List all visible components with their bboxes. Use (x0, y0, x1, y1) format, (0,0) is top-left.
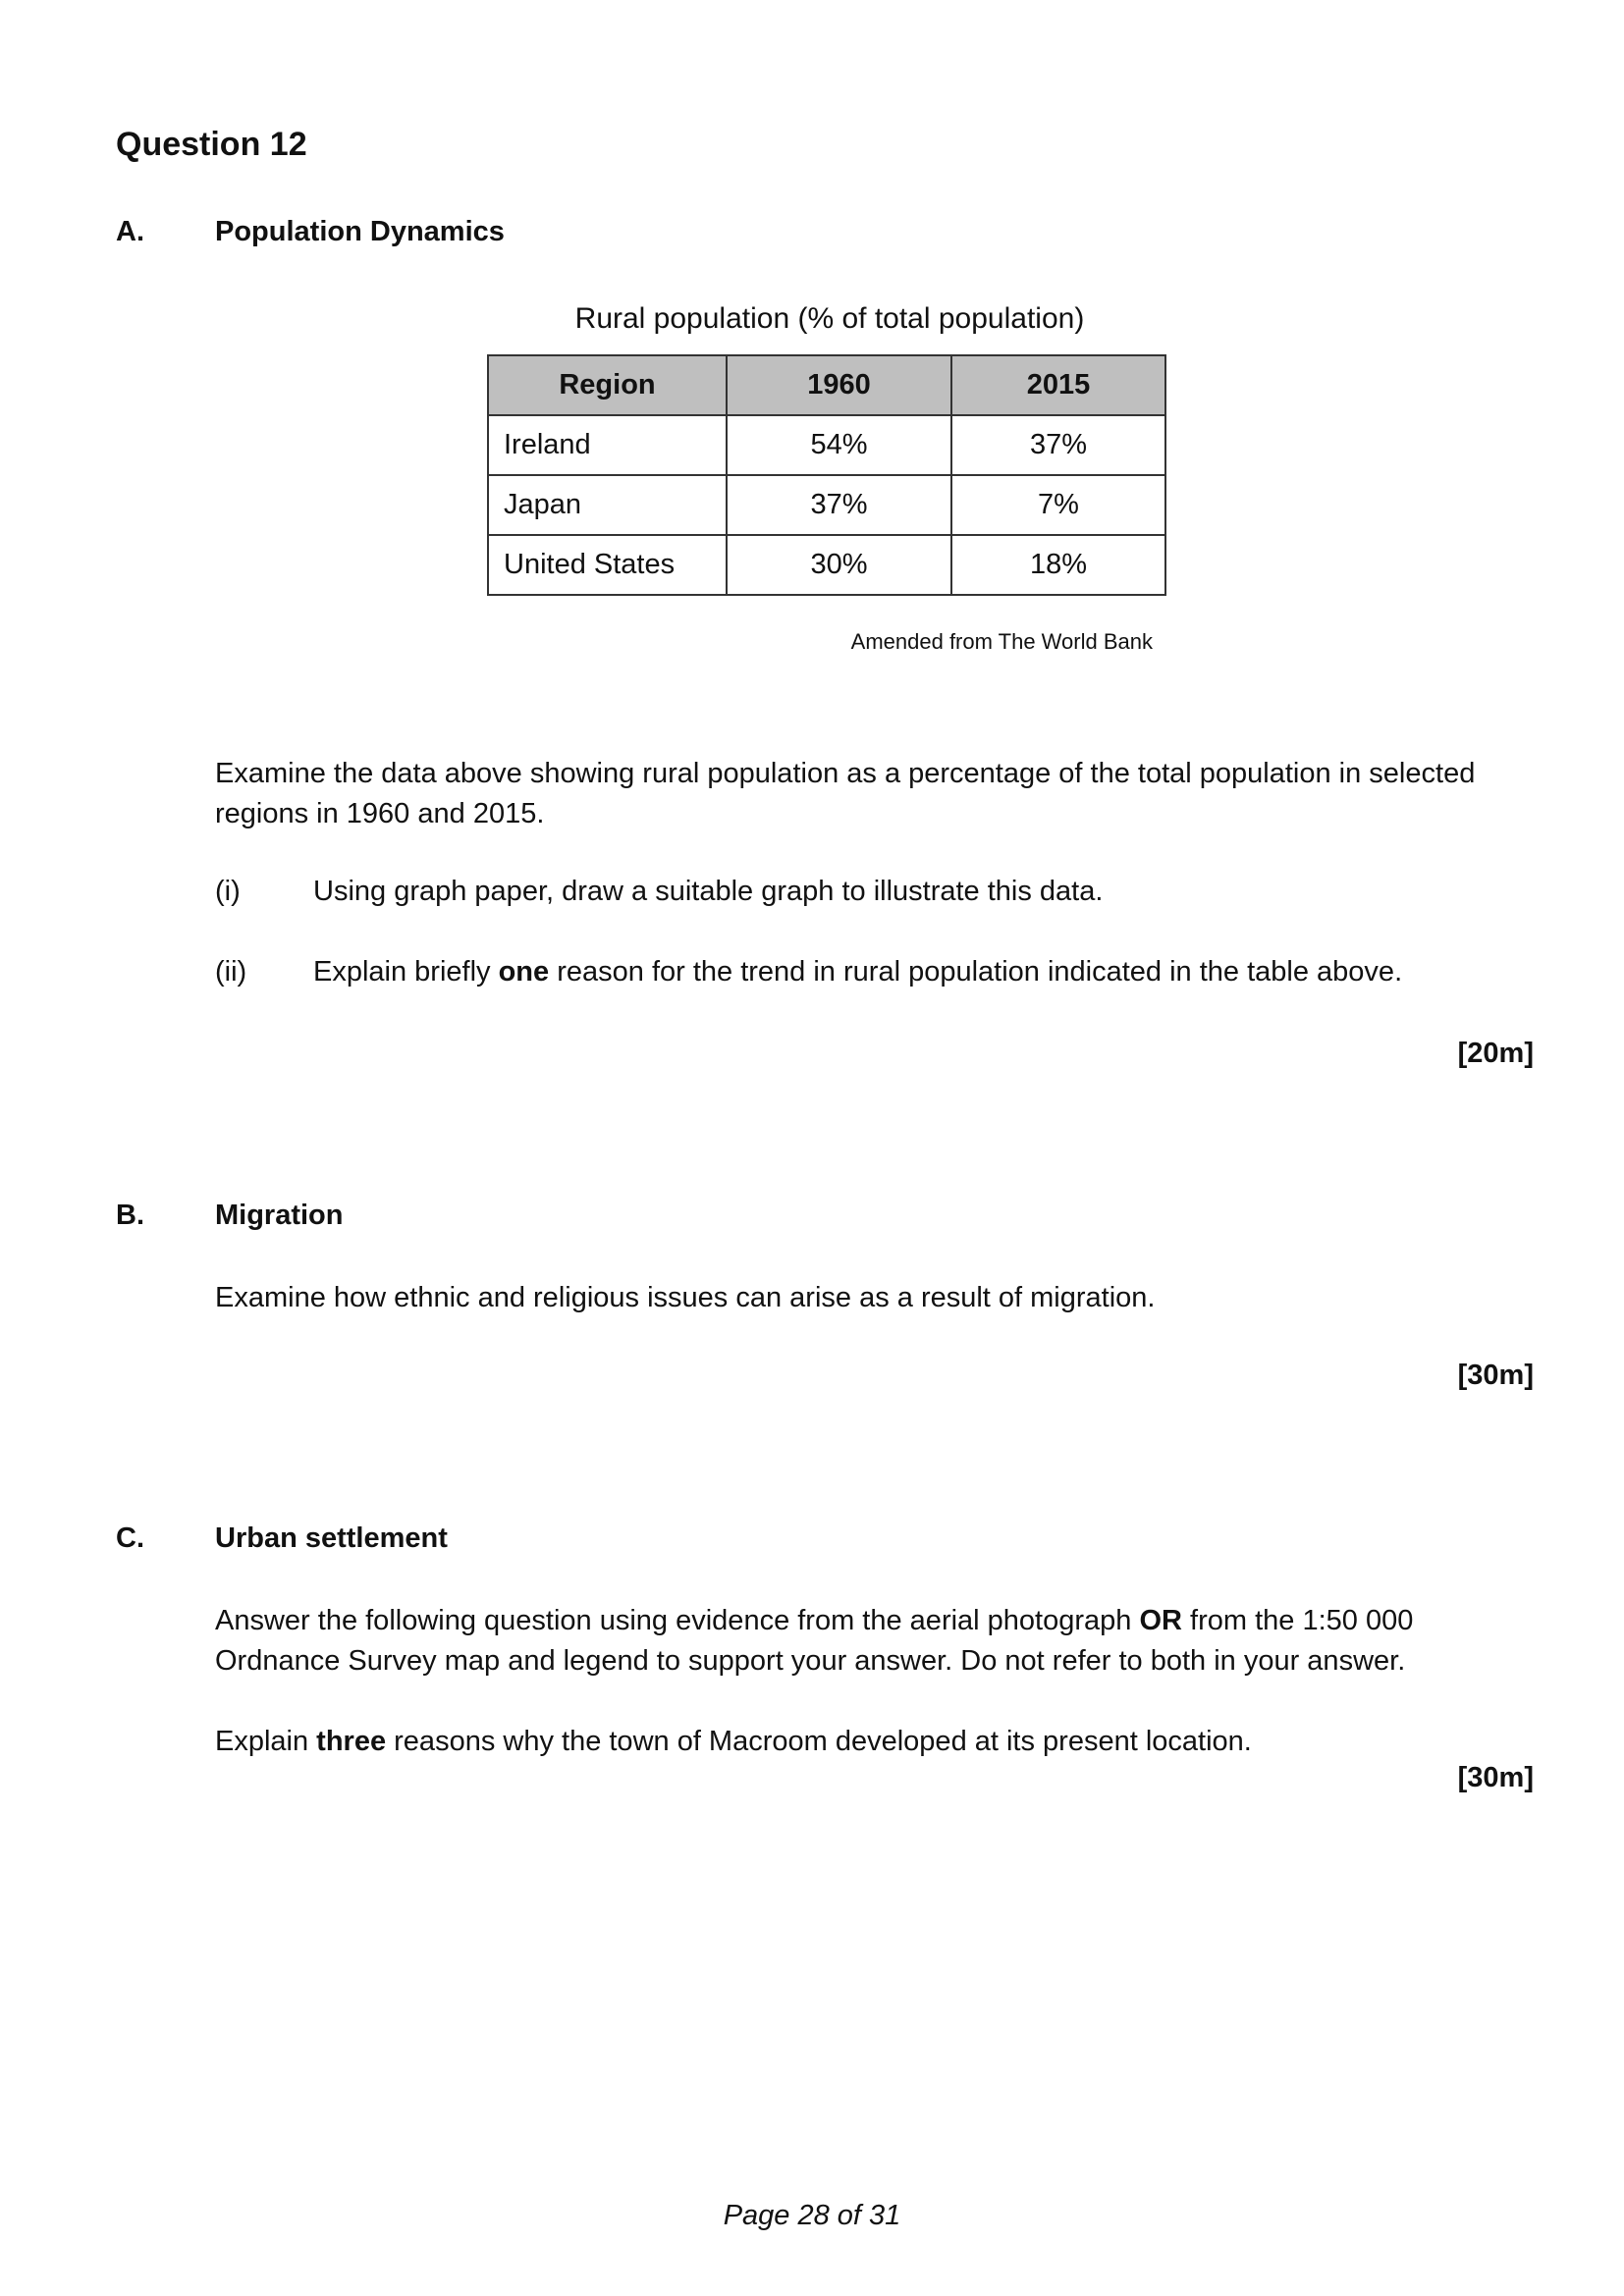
table-caption: Rural population (% of total population) (574, 302, 1085, 335)
section-c-title: Urban settlement (215, 1522, 448, 1554)
section-c-p2-bold: three (316, 1726, 387, 1757)
section-c-paragraph-1 (215, 1601, 1536, 1682)
part-i-text: Using graph paper, draw a suitable graph to illustrate this data. (313, 876, 1104, 907)
section-c-p2-after: reasons why the town of Macroom developed at its present location. (386, 1726, 1252, 1757)
section-c-p1-before: Answer the following question using evidence from the aerial photograph (215, 1605, 1140, 1636)
header-1960: 1960 (727, 355, 951, 415)
cell-1960: 54% (727, 415, 951, 475)
table-header-row (488, 355, 1165, 415)
table-row (488, 535, 1165, 595)
page-number: Page 28 of 31 (723, 2200, 901, 2231)
part-ii-text-before: Explain briefly (313, 956, 499, 988)
header-2015: 2015 (951, 355, 1165, 415)
part-ii-label: (ii) (215, 956, 247, 988)
section-a-letter: A. (116, 216, 144, 247)
table-source: Amended from The World Bank (850, 629, 1153, 654)
section-b-title: Migration (215, 1200, 344, 1231)
part-ii-text (313, 956, 1531, 988)
cell-2015: 37% (951, 415, 1165, 475)
section-a-intro: Examine the data above showing rural population as a percentage of the total population in selected regions in 1960 and 2015. (215, 758, 1476, 829)
section-b-marks: [30m] (1457, 1360, 1534, 1391)
section-c-letter: C. (116, 1522, 144, 1554)
cell-region: Japan (488, 475, 727, 535)
section-c-paragraph-2 (215, 1722, 1531, 1762)
section-b-text: Examine how ethnic and religious issues can arise as a result of migration. (215, 1282, 1156, 1313)
section-c-p1-bold: OR (1139, 1605, 1182, 1636)
cell-2015: 18% (951, 535, 1165, 595)
cell-1960: 30% (727, 535, 951, 595)
section-c-marks: [30m] (1457, 1762, 1534, 1793)
section-a-title: Population Dynamics (215, 216, 505, 247)
cell-region: United States (488, 535, 727, 595)
rural-population-table (487, 354, 1166, 596)
part-i-label: (i) (215, 876, 241, 907)
part-ii-text-after: reason for the trend in rural population indicated in the table above. (549, 956, 1403, 988)
table-row (488, 475, 1165, 535)
cell-region: Ireland (488, 415, 727, 475)
part-ii-text-bold: one (498, 956, 550, 988)
cell-1960: 37% (727, 475, 951, 535)
section-a-marks: [20m] (1457, 1038, 1534, 1069)
section-c-p2-before: Explain (215, 1726, 317, 1757)
question-title: Question 12 (116, 126, 307, 163)
section-c-p1-after: from the 1:50 000 Ordnance Survey map and legend to support your answer. Do not refer to both in your answer. (215, 1605, 1414, 1677)
header-region: Region (488, 355, 727, 415)
cell-2015: 7% (951, 475, 1165, 535)
section-b-letter: B. (116, 1200, 144, 1231)
table-row (488, 415, 1165, 475)
